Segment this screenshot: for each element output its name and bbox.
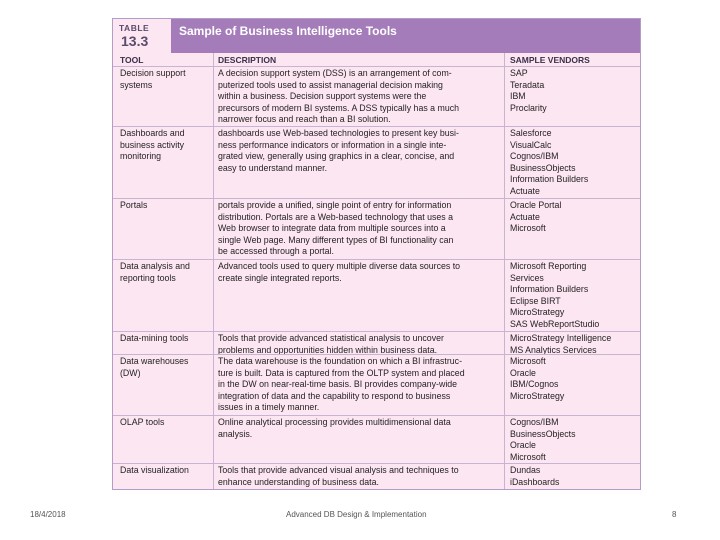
vendors-cell: Microsoft Oracle IBM/Cognos MicroStrategy <box>510 356 565 401</box>
table-title-bar <box>113 19 640 53</box>
description-cell: Advanced tools used to query multiple diverse data sources to create single integrated reports. <box>218 261 461 283</box>
description-cell: A decision support system (DSS) is an arrangement of com- puterized tools used to assist managerial decision making within a business. Decision support systems were the precursors of modern BI systems. A DSS typically has a much narrower focus and reach than a BI solution. <box>218 68 460 125</box>
table-row <box>113 463 640 489</box>
tool-cell: Data analysis and reporting tools <box>120 261 190 283</box>
description-cell: Tools that provide advanced statistical analysis to uncover problems and opportunities hidden within business data. <box>218 333 444 355</box>
table-title: Sample of Business Intelligence Tools <box>179 24 397 38</box>
tool-cell: Data-mining tools <box>120 333 189 343</box>
table-tag-number: 13.3 <box>121 33 149 49</box>
vendors-cell: MicroStrategy Intelligence MS Analytics Services <box>510 333 612 355</box>
tool-cell: Data visualization <box>120 465 189 475</box>
table-row <box>113 354 640 415</box>
tool-cell: Portals <box>120 200 148 210</box>
footer-course: Advanced DB Design & Implementation <box>286 510 427 519</box>
vendors-cell: SAP Teradata IBM Proclarity <box>510 68 547 113</box>
table-row <box>113 198 640 259</box>
description-cell: Tools that provide advanced visual analysis and techniques to enhance understanding of business data. <box>218 465 459 487</box>
description-cell: portals provide a unified, single point of entry for information distribution. Portals are a Web-based technology that uses a Web browser to integrate data from multiple sources into a single Web page. Many different types of BI functionality can be accessed through a portal. <box>218 200 454 257</box>
table-row <box>113 66 640 127</box>
footer-page-number: 8 <box>672 510 677 519</box>
table-row <box>113 259 640 331</box>
footer-date: 18/4/2018 <box>30 510 66 519</box>
tool-cell: Dashboards and business activity monitoring <box>120 128 185 162</box>
vendors-cell: Cognos/IBM BusinessObjects Oracle Microsoft <box>510 417 576 462</box>
table-row <box>113 331 640 355</box>
description-cell: The data warehouse is the foundation on which a BI infrastruc- ture is built. Data is captured from the OLTP system and placed in the DW on near-real-time basis. BI provides company-wide integration of data and the capability to respond to business issues in a timely manner. <box>218 356 465 413</box>
table-row <box>113 415 640 464</box>
description-cell: Online analytical processing provides multidimensional data analysis. <box>218 417 451 439</box>
table-row <box>113 126 640 199</box>
description-cell: dashboards use Web-based technologies to present key busi- ness performance indicators or information in a single inte- grated view, generally using graphics in a clear, concise, and easy to understand manner. <box>218 128 459 173</box>
vendors-cell: Microsoft Reporting Services Information Builders Eclipse BIRT MicroStrategy SAS WebReportStudio <box>510 261 600 329</box>
bi-tools-table <box>112 18 641 490</box>
tool-cell: Decision support systems <box>120 68 186 90</box>
vendors-cell: Oracle Portal Actuate Microsoft <box>510 200 562 234</box>
header-vendors: SAMPLE VENDORS <box>510 55 590 65</box>
table-tag-label: TABLE <box>119 23 150 33</box>
header-description: DESCRIPTION <box>218 55 277 65</box>
table-tag <box>113 19 171 53</box>
tool-cell: OLAP tools <box>120 417 165 427</box>
vendors-cell: Salesforce VisualCalc Cognos/IBM BusinessObjects Information Builders Actuate <box>510 128 589 196</box>
header-tool: TOOL <box>120 55 144 65</box>
tool-cell: Data warehouses (DW) <box>120 356 189 378</box>
vendors-cell: Dundas iDashboards <box>510 465 560 487</box>
